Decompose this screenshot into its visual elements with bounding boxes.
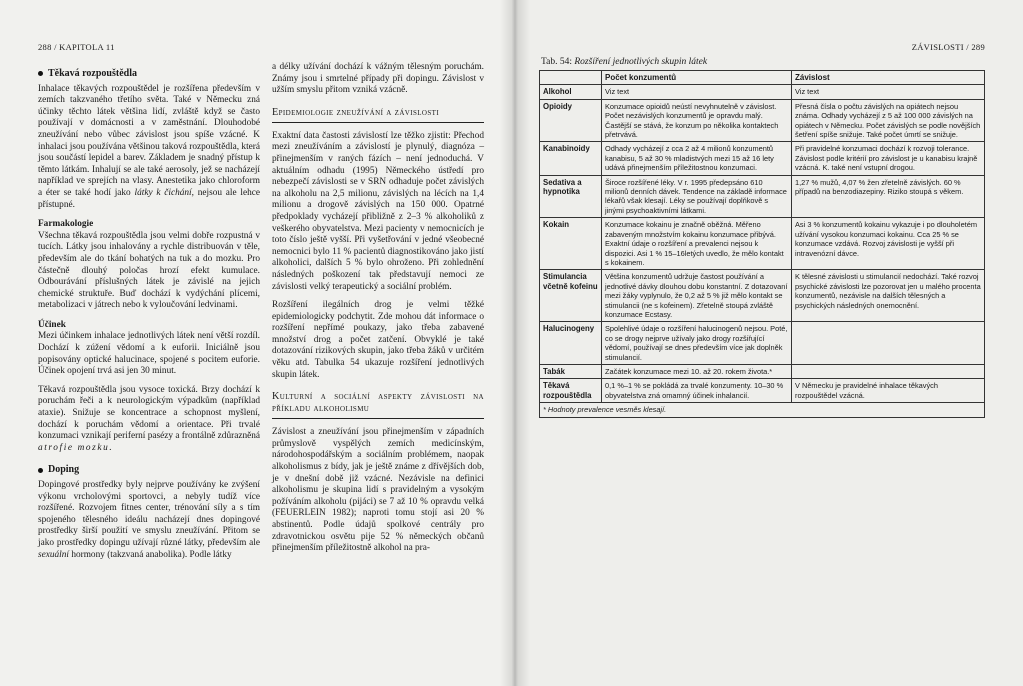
subheading-effect: Účinek (38, 319, 66, 330)
row-dependence: Viz text (792, 85, 985, 99)
section-heading-epidemiology: Epidemiologie zneužívání a závislosti (272, 107, 484, 123)
row-dependence: V Německu je pravidelné inhalace těkavých rozpouštědel vzácná. (792, 379, 985, 403)
table-caption: Tab. 54: Rozšíření jednotlivých skupin látek (541, 57, 708, 67)
row-substance: Kokain (540, 218, 602, 270)
table-footnote: * Hodnoty prevalence vesměs klesají. (540, 403, 985, 417)
row-consumers: Většina konzumentů udržuje častost používání a jednotlivé dávky dlouhou dobu konstantní. Z dotazovaní mezi žáky vyplynulo, že 0,2 až 5 % již mělo kontakt se stimulancii (ne s kofeinem). Zřetelně stoupá zvláště konzumace Ecstasy. (602, 270, 792, 322)
paragraph: Inhalace těkavých rozpouštědel je rozšířena především v zemích takzvaného třetího světa. Také v Německu zná účinky těchto látek většina lidí, zvláště když se často používají v domácnosti a v zaměstnání. Dlouhodobé zneužívání nebo vůbec závislost jsou spíše vzácné. K inhalaci jsou používána většinou taková rozpouštědla, která jsou součástí lepidel a barev. Základem je snadný přístup k těmto látkám. Inhalují se ale také aerosoly, jež se nacházejí například ve sprejích na vlasy. Anestetika jako chloroform a éter se také hodí jako látky k čichání, nejsou ale lehce přístupné. (38, 83, 260, 210)
section-heading-cultural-aspects: Kulturní a sociální aspekty závislosti na příkladu alkoholismu (272, 391, 484, 419)
right-running-head: ZÁVISLOSTI / 289 (911, 42, 985, 52)
left-column-1 (38, 68, 260, 568)
row-dependence: Přesná čísla o počtu závislých na opiátech nejsou známa. Odhady vycházejí z 5 až 100 000 závislých na opiátech v Německu. Počet závislých se podle novějších šetření spíše snižuje. Také počet úmrtí se snižuje. (792, 99, 985, 142)
row-consumers: Viz text (602, 85, 792, 99)
table-header-cell (540, 71, 602, 85)
section-heading-volatile-solvents: Těkavá rozpouštědla (38, 68, 260, 80)
paragraph: Závislost a zneužívání jsou přinejmenším v západních průmyslově vyspělých zemích medicínským, národohospodářským a sociálním problémem, naopak alkoholismus z bídy, jak je ještě známe z dřívějších dob, je v dnešní době již vzácné. Nezávisle na definici alkoholismu je skupina lidí s pravidelným a vysokým požíváním alkoholu (pijáci) se 7 až 10 % opravdu velká (FEUERLEIN 1982); naproti tomu stojí asi 20 % abstinentů. Podle údajů spolkové centrály pro zdravotnickou osvětu pije 52 % německých občanů přinejmenším příležitostně alkohol na pra- (272, 427, 484, 554)
row-consumers: Konzumace kokainu je značně oběžná. Měřeno zabaveným množstvím kokainu konzumace přibývá. Exaktní údaje o rozšíření a prevalenci nejsou k dispozici. Asi 1 % 15–16letých uvedlo, že mělo kontakt s kokainem. (602, 218, 792, 270)
table-row (540, 175, 985, 218)
table-row (540, 218, 985, 270)
row-dependence: Asi 3 % konzumentů kokainu vykazuje i po dlouholetém užívání vysokou konzumaci kokainu. Cca 25 % se konzumace vzdává. Rozvoj závislosti je vyšší při intravenózní dávce. (792, 218, 985, 270)
paragraph: Těkavá rozpouštědla jsou vysoce toxická. Brzy dochází k poruchám řeči a k neurologickým výpadkům (například ataxie). Snižuje se koncentrace a schopnost myšlení, dochází k poruchám vědomí a orientace. Při trvalé konzumaci vznikají periferní pasézy a frontálně zdůrazněná atrofie mozku. (38, 384, 260, 453)
paragraph: Všechna těkavá rozpouštědla jsou velmi dobře rozpustná v tucích. Látky jsou inhalovány a rychle distribuován v těle, především ale do tkání bohatých na tuk a do mozku. Pro částečně dlouhý poločas hrozí efekt kumulace. Odbourávání příslušných látek je závislé na jejich chemické struktuře. Buď dochází k vydýchání plícemi, metabolizaci v játrech nebo k vyloučování ledvinami. (38, 230, 260, 311)
table-row (540, 85, 985, 99)
paragraph: Exaktní data častosti závislostí lze těžko zjistit: Přechod mezi zneužíváním a závislostí je plynulý, diagnóza – přinejmenším v raných fázích – není jednoduchá. V aktuálním odhadu (1995) Německého ústředí pro nebezpečí závislosti se v SRN odhaduje počet závislých na alkoholu na 2,5 milionu, závislých na lécích na 1,4 milionu a drogově závislých na 150 000. Opatrné předpoklady vycházejí přibližně z 2–3 % alkoholiků z veškerého obyvatelstva. Mezi pacienty v nemocnicích je toto číslo ještě vyšší. Při vyšetřování v jedné všeobecné nemocnici bylo 11 % pacientů diagnostikováno jako jistí alkoholici, dalších 5 % bylo ohroženo. Při zohlednění následných poškození tak představují nemoci ze závislosti velký terapeutický a sociální problém. (272, 130, 484, 292)
left-column-2 (272, 62, 484, 562)
section-heading-doping: Doping (38, 464, 260, 476)
table-row (540, 322, 985, 365)
row-dependence (792, 322, 985, 365)
table-row (540, 379, 985, 403)
table-header-cell: Počet konzumentů (602, 71, 792, 85)
table-footnote-row (540, 403, 985, 417)
row-substance: Těkavá rozpouštědla (540, 379, 602, 403)
paragraph: Dopingové prostředky byly nejprve používány ke zvýšení výkonu vrcholovými sportovci, a nebyly tudíž více rozšířené. Rozvojem fitnes center, trénování síly a s tím spojeného tělesného ideálu nacházejí dnes dopingové prostředky širší použití ve smyslu zneužívání. Přitom se jako prostředky dopingu užívají různé látky, především ale sexuální hormony (takzvaná anabolika). Podle látky (38, 480, 260, 560)
row-dependence: 1,27 % mužů, 4,07 % žen zřetelně závislých. 60 % případů na benzodiazepiny. Riziko stoupá s věkem. (792, 175, 985, 218)
left-running-head: 288 / KAPITOLA 11 (38, 42, 115, 52)
row-consumers: 0,1 %–1 % se pokládá za trvalé konzumenty. 10–30 % obyvatelstva zná omamný účinek inhalancií. (602, 379, 792, 403)
row-consumers: Začátek konzumace mezi 10. až 20. rokem života.* (602, 364, 792, 378)
row-consumers: Spolehlivé údaje o rozšíření halucinogenů nejsou. Poté, co se drogy nejprve užívaly jako drogy rozšiřující vědomí, používají se dnes především více jak doplněk stimulancií. (602, 322, 792, 365)
row-consumers: Konzumace opioidů neústí nevyhnutelně v závislost. Počet nezávislých konzumentů je opravdu malý. Častější se stává, že konzum po několika kontaktech přetrvává. (602, 99, 792, 142)
table-row (540, 364, 985, 378)
paragraph: a délky užívání dochází k vážným tělesným poruchám. Známy jsou i smrtelné případy při dopingu. Závislost v užším smyslu přitom vzniká vzácně. (272, 62, 484, 96)
book-gutter (500, 0, 530, 686)
table-header-row (540, 71, 985, 85)
table-row (540, 99, 985, 142)
subheading-pharmacology: Farmakologie (38, 219, 94, 230)
row-substance: Stimulancia včetně kofeinu (540, 270, 602, 322)
table-header-cell: Závislost (792, 71, 985, 85)
row-substance: Tabák (540, 364, 602, 378)
row-substance: Sedativa a hypnotika (540, 175, 602, 218)
table-row (540, 270, 985, 322)
row-consumers: Široce rozšířené léky. V r. 1995 předepsáno 610 milionů denních dávek. Tendence na základě informace lékařů však klesají. Léky se používají doplňkově s jinými psychoaktivními látkami. (602, 175, 792, 218)
paragraph: Rozšíření ilegálních drog je velmi těžké epidemiologicky podchytit. Zde mohou dát informace o rozšíření nepřímé poukazy, jako třeba zabavené množství drog a počet zatčení. Obvyklé je také dotazování rizikových skupin, jako třeba žáků v určitém věku atd. Tabulka 54 ukazuje rozšíření jednotlivých skupin látek. (272, 300, 484, 380)
row-substance: Halucinogeny (540, 322, 602, 365)
row-dependence (792, 364, 985, 378)
paragraph: Mezi účinkem inhalace jednotlivých látek není větší rozdíl. Dochází k zúžení vědomí a k euforii. Iniciálně jsou popisovány optické halucinace, spojené s pocitem euforie. Účinek opojení trvá asi jen 30 minut. (38, 331, 260, 377)
row-substance: Kanabinoidy (540, 142, 602, 175)
row-dependence: K tělesné závislosti u stimulancií nedochází. Také rozvoj psychické závislosti lze pozorovat jen u malého procenta konzumentů, nezávisle na dalších tělesných a psychických následných onemocnění. (792, 270, 985, 322)
row-consumers: Odhady vycházejí z cca 2 až 4 milionů konzumentů kanabisu, 5 až 30 % mladistvých mezi 15 až 16 lety udává přinejmenším příležitostnou konzumaci. (602, 142, 792, 175)
row-substance: Alkohol (540, 85, 602, 99)
row-substance: Opioidy (540, 99, 602, 142)
bullet-icon (38, 71, 43, 76)
substance-table (539, 70, 985, 418)
bullet-icon (38, 468, 43, 473)
table-row (540, 142, 985, 175)
row-dependence: Při pravidelné konzumaci dochází k rozvoji tolerance. Závislost podle kritérií pro závislost je u kanabisu krajně vzácná. K. také není vstupní drogou. (792, 142, 985, 175)
